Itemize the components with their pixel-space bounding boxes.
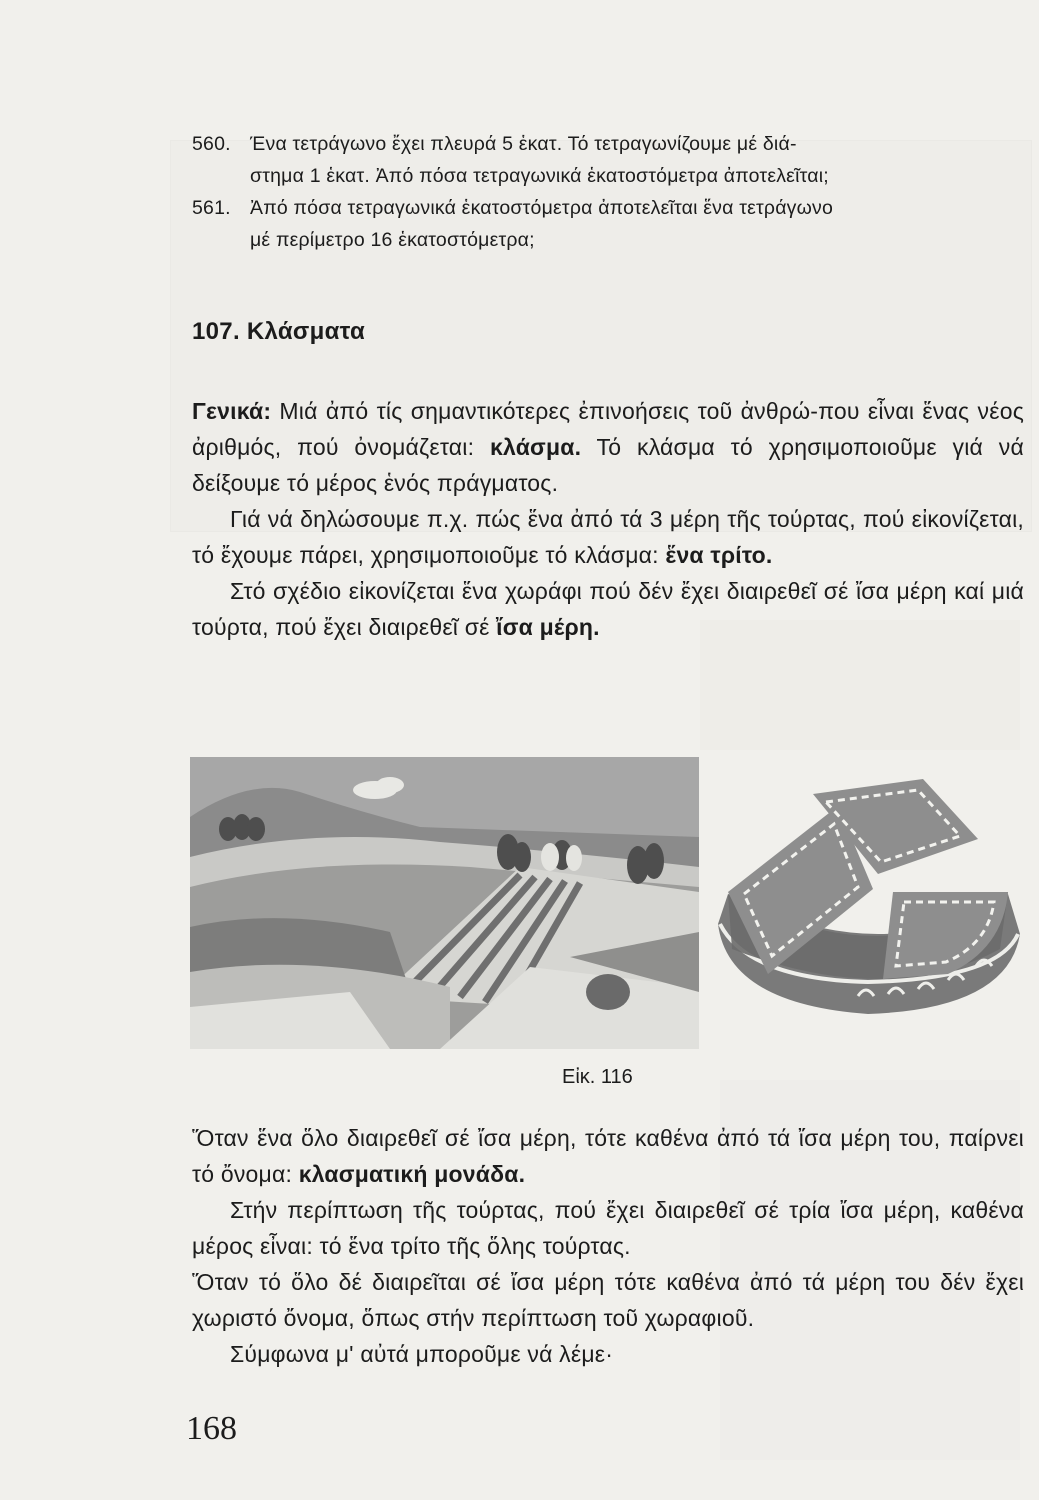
paragraph-example: [192, 501, 1024, 573]
paragraph-conclusion: Σύμφωνα μ' αὐτά μποροῦμε νά λέμε·: [230, 1341, 614, 1367]
exercise-line: στημα 1 ἑκατ. Ἀπό πόσα τετραγωνικά ἑκατοστόμετρα ἀποτελεῖται;: [250, 165, 829, 187]
term-fraction: κλάσμα.: [489, 434, 582, 460]
section-title: 107. Κλάσματα: [192, 318, 366, 345]
paragraph-text: Μιά ἀπό τίς σημαντικότερες ἐπινοήσεις τοῦ ἀνθρώ-που εἶναι ἕνας νέος ἀριθμός, πού ὀνομάζεται:: [192, 398, 1024, 460]
exercise-560: [192, 128, 1027, 192]
paragraph-lead: Γενικά:: [192, 398, 272, 424]
exercise-line: Ένα τετράγωνο ἔχει πλευρά 5 ἑκατ. Τό τετραγωνίζουμε μέ διά-: [250, 133, 797, 155]
exercise-561: [192, 192, 1027, 256]
cake-illustration: [708, 774, 1030, 1020]
exercise-line: μέ περίμετρο 16 ἑκατοστόμετρα;: [250, 229, 535, 251]
paragraph-text: Ὅταν ἕνα ὅλο διαιρεθεῖ σέ ἴσα μέρη, τότε καθένα ἀπό τά ἴσα μέρη του, παίρνει τό ὄνομα:: [192, 1125, 1024, 1187]
field-landscape-illustration: [190, 757, 699, 1049]
exercise-number: 561.: [192, 197, 231, 219]
paragraph-text: Τό κλάσμα τό χρησιμοποιοῦμε γιά νά δείξουμε τό μέρος ἑνός πράγματος.: [192, 434, 1024, 496]
paragraph-drawing: [192, 573, 1024, 645]
body-upper: [192, 393, 1024, 645]
paragraph-unit-definition: [192, 1120, 1024, 1192]
figure-caption: Εἰκ. 116: [562, 1066, 633, 1088]
exercise-number: 560.: [192, 133, 231, 155]
body-lower: [192, 1120, 1024, 1372]
paragraph-cake-case: Στήν περίπτωση τῆς τούρτας, πού ἔχει διαιρεθεῖ σέ τρία ἴσα μέρη, καθένα μέρος εἶναι: τό ἕνα τρίτο τῆς ὅλης τούρτας.: [192, 1197, 1024, 1259]
exercises-block: [192, 128, 1027, 256]
paragraph-text: Γιά νά δηλώσουμε π.χ. πώς ἕνα ἀπό τά 3 μέρη τῆς τούρτας, πού εἰκονίζεται, τό ἔχουμε πάρει, χρησιμοποιοῦμε τό κλάσμα:: [192, 506, 1024, 568]
exercise-line: Ἀπό πόσα τετραγωνικά ἑκατοστόμετρα ἀποτελεῖται ἕνα τετράγωνο: [250, 197, 834, 219]
term-equal-parts: ἴσα μέρη.: [496, 614, 600, 640]
term-unit-fraction: κλασματική μονάδα.: [298, 1161, 526, 1187]
paragraph-field-case: Ὅταν τό ὅλο δέ διαιρεῖται σέ ἴσα μέρη τότε καθένα ἀπό τά μέρη του δέν ἔχει χωριστό ὄνομα, ὅπως στήν περίπτωση τοῦ χωραφιοῦ.: [192, 1269, 1024, 1331]
paragraph-general: [192, 393, 1024, 501]
page-number: 168: [186, 1410, 237, 1447]
paragraph-text: Στό σχέδιο εἰκονίζεται ἕνα χωράφι πού δέν ἔχει διαιρεθεῖ σέ ἴσα μέρη καί μιά τούρτα, πού ἔχει διαιρεθεῖ σέ: [192, 578, 1024, 640]
term-one-third: ἕνα τρίτο.: [665, 542, 773, 568]
